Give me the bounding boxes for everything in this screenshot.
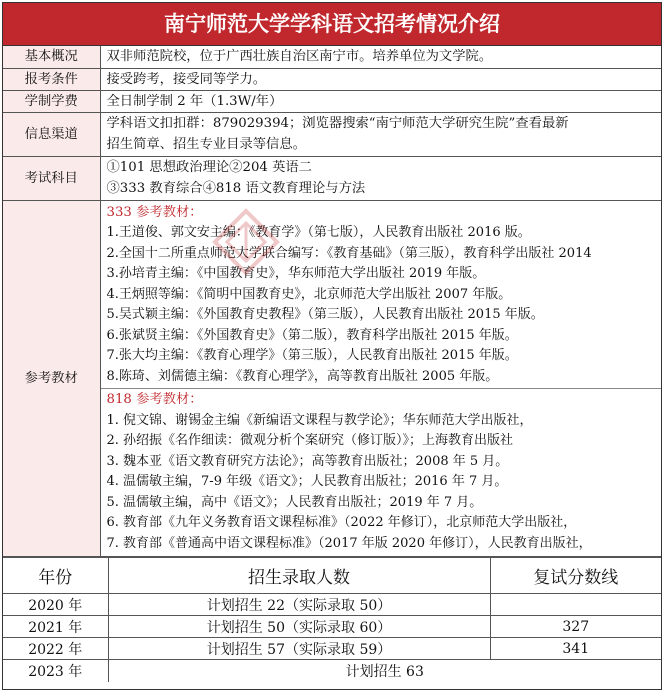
list-item: 8.陈琦、刘儒德主编：《教育心理学》，高等教育出版社 2005 年版。: [106, 368, 499, 384]
info-row-schooling: [3, 90, 661, 112]
content-schooling: 全日制学制 2 年（1.3W/年）: [100, 90, 661, 112]
info-row-subjects: [3, 156, 661, 200]
list-item: 6. 教育部《九年义务教育语文课程标准》（2022 年修订），北京师范大学出版社，: [106, 515, 577, 530]
list-item: 4. 温儒敏主编，7-9 年级《语文》；人民教育出版社；2016 年 7 月。: [106, 474, 508, 489]
subjects-line-2: ③333 教育综合④818 语文教育理论与方法: [106, 181, 366, 196]
label-schooling: 学制学费: [3, 90, 100, 112]
info-row-basic: [3, 46, 661, 68]
label-basic: 基本概况: [3, 46, 100, 68]
label-references: 参考教材: [3, 200, 100, 557]
channels-line-1: 学科语文扣扣群：879029394；浏览器搜索“南宁师范大学研究生院”查看最新: [106, 116, 569, 131]
ref-333-heading: 333 参考教材：: [106, 204, 203, 220]
cell-plan: 计划招生 22（实际录取 50）: [108, 594, 490, 616]
list-item: 1. 倪文锦、谢锡金主编《新编语文课程与教学论》；华东师范大学出版社，: [106, 412, 533, 428]
content-basic: 双非师范院校，位于广西壮族自治区南宁市。培养单位为文学院。: [100, 46, 661, 68]
cell-year: 2022 年: [3, 638, 108, 660]
admission-stats-table: [3, 557, 661, 682]
list-item: 3. 魏本亚《语文教育研究方法论》；高等教育出版社；2008 年 5 月。: [106, 453, 509, 469]
cell-plan: 计划招生 50（实际录取 60）: [108, 616, 490, 638]
list-item: 6.张斌贤主编：《外国教育史》（第二版），教育科学出版社 2015 年版。: [106, 327, 518, 343]
label-conditions: 报考条件: [3, 68, 100, 90]
content-channels: [100, 112, 661, 156]
content-conditions: 接受跨考，接受同等学力。: [100, 68, 661, 90]
header-year: 年份: [3, 558, 108, 594]
cell-year: 2023 年: [3, 660, 108, 682]
content-subjects: [100, 156, 661, 200]
ref-333-list: [107, 223, 656, 387]
list-item: 2. 孙绍振《名作细读：微观分析个案研究（修订版）》；上海教育出版社: [106, 433, 514, 448]
cell-year: 2021 年: [3, 616, 108, 638]
content-references: [100, 200, 661, 557]
header-plan: 招生录取人数: [108, 558, 490, 594]
cell-plan: 计划招生 57（实际录取 59）: [108, 638, 490, 660]
channels-line-2: 招生简章、招生专业目录等信息。: [106, 137, 306, 152]
label-subjects: 考试科目: [3, 156, 100, 200]
cell-year: 2020 年: [3, 594, 108, 616]
cell-plan: 计划招生 63: [108, 660, 661, 682]
table-row: [3, 616, 661, 638]
cell-score: 341: [490, 638, 661, 660]
list-item: 7. 教育部《普通高中语文课程标准》（2017 年版 2020 年修订），人民教育出版社，: [106, 535, 592, 551]
ref-divider: [101, 388, 662, 389]
info-row-channels: [3, 112, 661, 156]
info-table: [3, 46, 661, 557]
list-item: 3.孙培青主编：《中国教育史》，华东师范大学出版社 2019 年版。: [106, 266, 486, 281]
subjects-line-1: ①101 思想政治理论②204 英语二: [106, 160, 312, 175]
list-item: 1.王道俊、郭文安主编：《教育学》（第七版），人民教育出版社 2016 版。: [106, 225, 531, 240]
header-score: 复试分数线: [490, 558, 661, 594]
page-title: 南宁师范大学学科语文招考情况介绍: [3, 3, 661, 46]
ref-818-list: [107, 411, 656, 555]
table-row: [3, 638, 661, 660]
info-row-conditions: [3, 68, 661, 90]
info-row-references: [3, 200, 661, 557]
list-item: 2.全国十二所重点师范大学联合编写：《教育基础》（第三版），教育科学出版社 2014: [106, 245, 592, 261]
ref-818-heading: 818 参考教材：: [106, 392, 203, 407]
stats-header-row: [3, 558, 661, 594]
list-item: 5.吴式颖主编：《外国教育史教程》（第三版），人民教育出版社 2015 年版。: [106, 307, 544, 322]
document: [2, 2, 662, 690]
list-item: 4.王炳照等编：《简明中国教育史》，北京师范大学出版社 2007 年版。: [106, 286, 512, 302]
table-row: [3, 594, 661, 616]
label-channels: 信息渠道: [3, 112, 100, 156]
list-item: 5. 温儒敏主编，高中《语文》；人民教育出版社；2019 年 7 月。: [106, 494, 483, 510]
cell-score: [490, 594, 661, 616]
table-row: [3, 660, 661, 682]
list-item: 7.张大均主编：《教育心理学》（第三版），人民教育出版社 2015 年版。: [106, 348, 518, 363]
cell-score: 327: [490, 616, 661, 638]
